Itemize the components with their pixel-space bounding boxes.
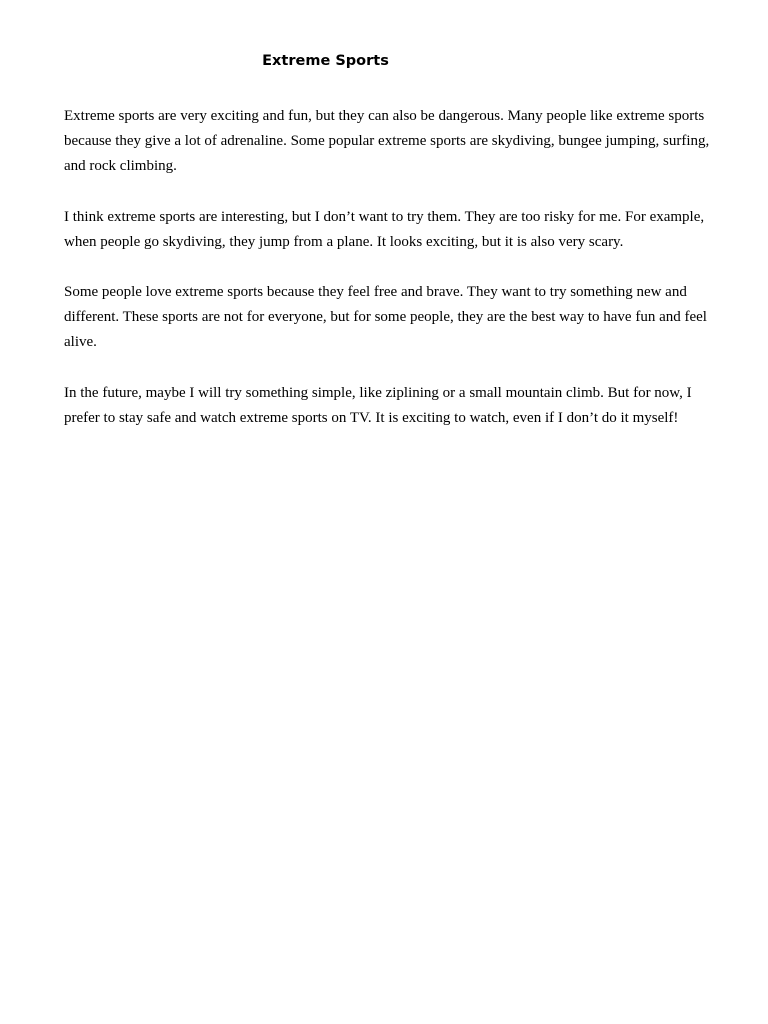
paragraph-2: I think extreme sports are interesting, but I don’t want to try them. They are too risky for me. For example, when people go skydiving, they jump from a plane. It looks exciting, but it is also very scary. bbox=[64, 208, 705, 250]
paragraph-1: Extreme sports are very exciting and fun, but they can also be dangerous. Many people like extreme sports because they give a lot of adrenaline. Some popular extreme sports are skydiving, bungee jumping, surfing, and rock climbing. bbox=[64, 108, 710, 175]
document-body bbox=[64, 104, 718, 456]
paragraph-4: In the future, maybe I will try something simple, like ziplining or a small mountain climb. But for now, I prefer to stay safe and watch extreme sports on TV. It is exciting to watch, even if I don’t do it myself! bbox=[64, 384, 692, 426]
document-title: Extreme Sports bbox=[262, 53, 389, 69]
paragraph-3: Some people love extreme sports because they feel free and brave. They want to try something new and different. These sports are not for everyone, but for some people, they are the best way to have fun and feel alive. bbox=[64, 284, 707, 351]
